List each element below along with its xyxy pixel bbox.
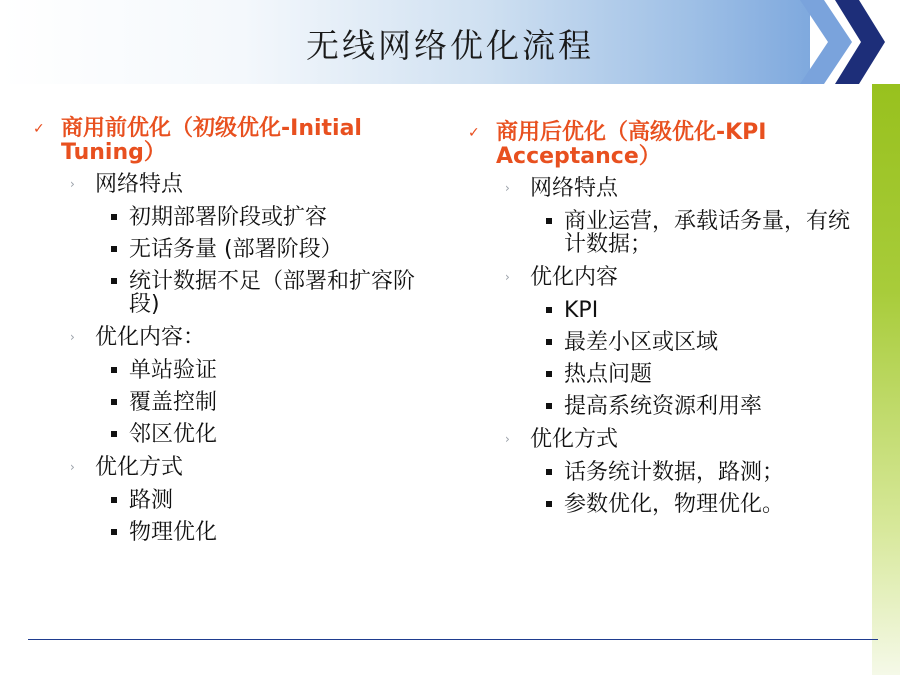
square-bullet-icon [111, 431, 117, 437]
list-item [33, 267, 423, 318]
list-item [468, 490, 868, 518]
square-bullet-icon [546, 218, 552, 224]
list-item-text: 初期部署阶段或扩容 [129, 205, 328, 230]
square-bullet-icon [546, 403, 552, 409]
left-column [33, 117, 423, 546]
list-item-text: 最差小区或区域 [564, 330, 719, 355]
list-item [33, 420, 423, 448]
list-item [33, 203, 423, 231]
list-item [468, 296, 868, 324]
right-section-3 [468, 426, 868, 454]
list-item-text: 提高系统资源利用率 [564, 394, 763, 419]
list-item-text: 参数优化，物理优化。 [564, 492, 785, 517]
square-bullet-icon [111, 367, 117, 373]
square-bullet-icon [546, 469, 552, 475]
square-bullet-icon [546, 501, 552, 507]
side-accent-strip [872, 84, 900, 675]
section-label: 优化内容 [530, 265, 619, 290]
bottom-divider [28, 639, 878, 640]
square-bullet-icon [111, 278, 117, 284]
list-item-text: 商业运营，承载话务量，有统计数据； [564, 209, 851, 257]
chevron-right-icon: › [505, 181, 510, 195]
slide-title: 无线网络优化流程 [306, 26, 594, 65]
left-heading [33, 117, 423, 165]
section-label: 网络特点 [530, 176, 619, 201]
list-item-text: 邻区优化 [129, 422, 218, 447]
list-item [33, 235, 423, 263]
right-column [468, 121, 868, 518]
list-item [468, 392, 868, 420]
list-item-text: 物理优化 [129, 520, 218, 545]
list-item [33, 518, 423, 546]
square-bullet-icon [111, 399, 117, 405]
chevron-right-icon: › [505, 432, 510, 446]
list-item [33, 486, 423, 514]
list-item [33, 388, 423, 416]
left-section-2 [33, 324, 423, 352]
list-item [468, 458, 868, 486]
square-bullet-icon [111, 529, 117, 535]
right-section-2 [468, 264, 868, 292]
chevron-right-icon: › [70, 330, 75, 344]
list-item-text: 无话务量 (部署阶段） [129, 237, 343, 262]
list-item [468, 360, 868, 388]
list-item [33, 356, 423, 384]
chevron-right-icon: › [505, 270, 510, 284]
right-heading-text: 商用后优化（高级优化-KPI Acceptance） [496, 120, 767, 169]
left-section-3 [33, 454, 423, 482]
section-label: 优化方式 [95, 455, 184, 480]
chevron-right-icon: › [70, 177, 75, 191]
section-label: 优化方式 [530, 427, 619, 452]
list-item-text: 覆盖控制 [129, 390, 218, 415]
list-item-text: KPI [564, 298, 599, 323]
square-bullet-icon [111, 246, 117, 252]
list-item [468, 328, 868, 356]
list-item [468, 207, 868, 258]
list-item-text: 单站验证 [129, 358, 218, 383]
chevron-right-icon: › [70, 460, 75, 474]
section-label: 网络特点 [95, 172, 184, 197]
checkmark-icon: ✓ [33, 121, 45, 137]
left-heading-text: 商用前优化（初级优化-Initial Tuning） [61, 116, 362, 165]
left-section-1 [33, 171, 423, 199]
right-heading [468, 121, 868, 169]
square-bullet-icon [546, 339, 552, 345]
list-item-text: 路测 [129, 488, 174, 513]
list-item-text: 话务统计数据，路测； [564, 460, 785, 485]
list-item-text: 热点问题 [564, 362, 653, 387]
square-bullet-icon [546, 307, 552, 313]
square-bullet-icon [111, 497, 117, 503]
section-label: 优化内容： [95, 325, 206, 350]
list-item-text: 统计数据不足（部署和扩容阶段) [129, 269, 416, 317]
checkmark-icon: ✓ [468, 125, 480, 141]
square-bullet-icon [111, 214, 117, 220]
right-section-1 [468, 175, 868, 203]
square-bullet-icon [546, 371, 552, 377]
